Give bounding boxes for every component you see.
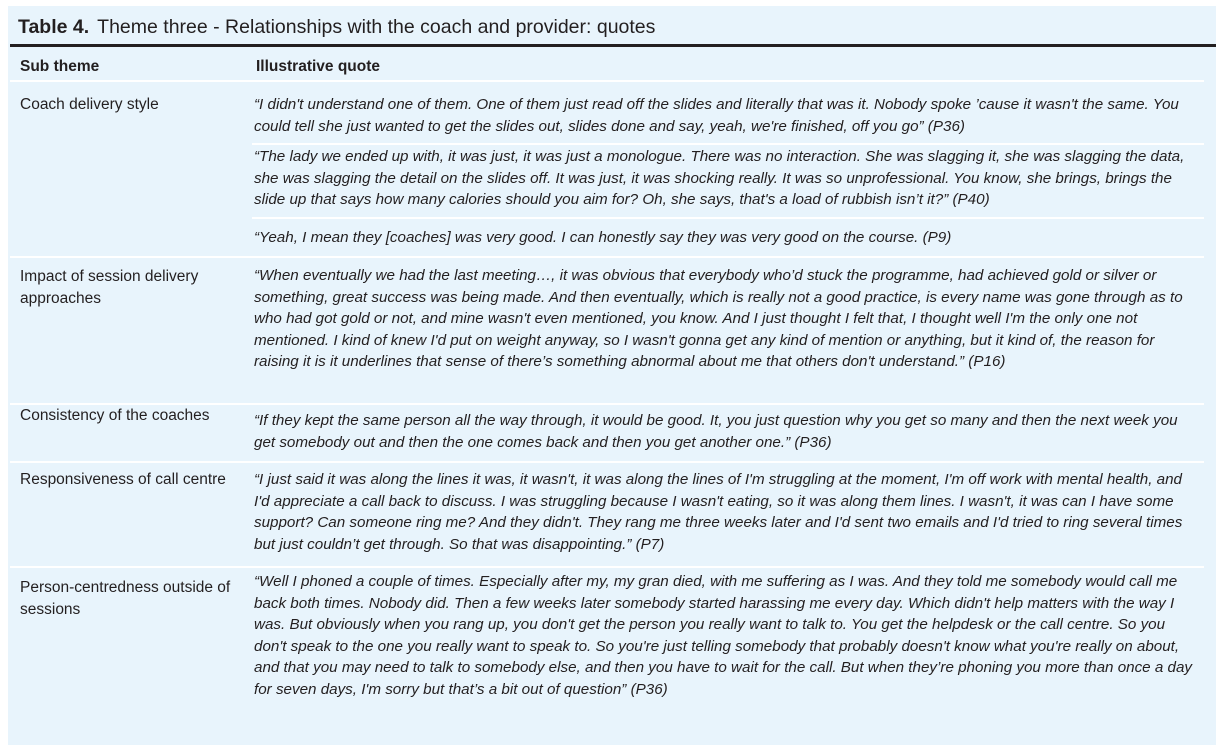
sub-theme-consistency-of-coaches: Consistency of the coaches: [20, 407, 210, 424]
table-label: Table 4.: [18, 16, 90, 38]
quote-coach-delivery-2: “The lady we ended up with, it was just, it was just a monologue. There was no interaction. She was slagging it, she was slagging the data, she was slagging the detail on the slides off. It was just, it was shocking really. It was so unprofessional. You know, she brings, brings the slide up that says how many calories should you aim for? Oh, she says, that's a load of rubbish isn’t it?” (P40): [254, 148, 1185, 208]
sub-theme-person-centredness: Person-centredness outside of sessions: [20, 579, 231, 618]
header-sub-theme: Sub theme: [20, 58, 100, 75]
header-rule: [10, 80, 1204, 82]
table-panel: [8, 6, 1216, 745]
row-rule: [10, 256, 1204, 258]
quote-coach-delivery-3: “Yeah, I mean they [coaches] was very good. I can honestly say they was very good on the course. (P9): [254, 229, 952, 246]
quote-person-centredness: “Well I phoned a couple of times. Especially after my, my gran died, with me suffering as I was. And they told me somebody would call me back both times. Nobody did. Then a few weeks later somebody started harassing me every day. Which didn't help matters with the way I was. But obviously when you rang up, you don't get the person you really want to talk to. You get the helpdesk or the call centre. So you don't speak to the one you really want to speak to. So you're just telling somebody that probably doesn't know what you're really on about, and that you may need to talk to somebody else, and then you have to wait for the call. But when they’re phoning you more than once a day for seven days, I'm sorry but that’s a bit out of question” (P36): [254, 573, 1192, 698]
table-caption: [18, 15, 655, 39]
quote-responsiveness-call-centre: “I just said it was along the lines it was, it wasn't, it was along the lines of I'm struggling at the moment, I'm off work with mental health, and I'd appreciate a call back to discuss. I was struggling because I wasn't eating, so it was along them lines. I wasn't, it was can I have some support? Can someone ring me? And they didn't. They rang me three weeks later and I'd sent two emails and I'd tried to ring several times but just couldn’t get through. So that was disappointing.” (P7): [254, 471, 1183, 553]
header-illustrative-quote: Illustrative quote: [256, 58, 381, 75]
quote-rule: [252, 143, 1204, 145]
quote-rule: [252, 217, 1204, 219]
row-rule: [10, 461, 1204, 463]
sub-theme-responsiveness-of-call-centre: Responsiveness of call centre: [20, 471, 226, 488]
sub-theme-coach-delivery-style: Coach delivery style: [20, 96, 159, 113]
quote-coach-delivery-1: “I didn't understand one of them. One of them just read off the slides and literally that was it. Nobody spoke ’cause it wasn't the same. You could tell she just wanted to get the slides out, slides done and say, yeah, we're finished, off you go” (P36): [254, 96, 1179, 135]
caption-rule: [10, 44, 1216, 47]
row-rule: [10, 566, 1204, 568]
sub-theme-impact-of-session-delivery: Impact of session delivery approaches: [20, 268, 199, 307]
quote-consistency-of-coaches: “If they kept the same person all the way through, it would be good. It, you just question why you get so many and then the next week you get somebody out and then the one comes back and then you get another one.” (P36): [254, 412, 1178, 451]
table-title: Theme three - Relationships with the coach and provider: quotes: [97, 16, 656, 38]
quote-impact-session-delivery: “When eventually we had the last meeting…, it was obvious that everybody who’d stuck the programme, had achieved gold or silver or something, great success was being made. And then eventually, which is really not a good practice, is every name was gone through as to who had got gold or not, and mine wasn't even mentioned, you know. And I just thought I felt that, I thought well I'm the only one not mentioned. I kind of knew I'd put on weight anyway, so I wasn't gonna get any kind of mention or anything, but it kind of, the reason for raising it is it underlines that sense of there’s something abnormal about me that others don't understand.” (P16): [254, 267, 1183, 370]
